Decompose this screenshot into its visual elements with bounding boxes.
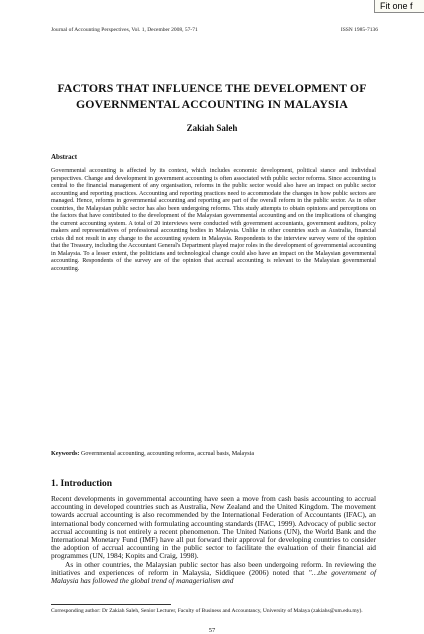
abstract-text: Governmental accounting is affected by its context, which includes economic development, political stance and individual perspectives. Change and development in government accounting is often associated with public sector reforms. Since accounting is central to the financial management of any organisation, reforms in the public sector would also have an impact on public sector accounting and reporting practices. Accounting and reporting practices need to accommodate the changes in how public sectors are managed. Hence, reforms in governmental accounting and reporting are part of the overall reform in the public sector. As in other countries, the Malaysian public sector has also been undergoing reforms. This study attempts to obtain opinions and perceptions on the factors that have contributed to the development of the Malaysian governmental accounting and on the implications of changing the current accounting system. A total of 20 interviews were conducted with government accountants, government auditors, policy makers and representatives of professional accounting bodies in Malaysia. Unlike in other countries such as Australia, financial crisis did not result in any change to the accounting system in Malaysia. Respondents to the interview survey were of the opinion that the Treasury, including the Accountant General's Department played major roles in the development of governmental accounting in Malaysia. To a lesser extent, the politicians and technological change could also have an impact on the Malaysian governmental accounting. Respondents of the survey are of the opinion that accrual accounting is relevant to the Malaysian governmental accounting. [51,168,376,272]
journal-citation: Journal of Accounting Perspectives, Vol. 1, December 2008, 57-71 [51,27,198,33]
intro-quote: "…the government of Malaysia has followed the global trend of managerialism and [51,567,376,586]
keywords-line [51,451,376,459]
issn: ISSN 1985-7136 [340,27,378,33]
introduction-body [51,495,376,585]
page-number: 57 [208,627,216,634]
keywords-list: Governmental accounting, accounting reforms, accrual basis, Malaysia [80,451,255,457]
section-heading-introduction: 1. Introduction [51,479,113,489]
keywords-label: Keywords: [51,451,80,457]
fit-one-page-button[interactable]: Fit one f [374,0,424,13]
paper-title: FACTORS THAT INFLUENCE THE DEVELOPMENT OF GOVERNMENTAL ACCOUNTING IN MALAYSIA [57,81,367,111]
intro-paragraph-2 [51,561,376,586]
abstract-heading: Abstract [51,153,78,161]
author-name: Zakiah Saleh [186,123,238,133]
running-header [51,27,378,33]
intro-paragraph-1: Recent developments in governmental accounting have seen a move from cash basis accounting to accrual accounting in developed countries such as Australia, New Zealand and the United Kingdom. The movement towards accrual accounting is also recommended by the International Federation of Accountants (IFAC), an international body concerned with formulating accounting standards (IFAC, 1999). Advocacy of public sector accrual accounting is not entirely a recent phenomenon. The United Nations (UN), the World Bank and the International Monetary Fund (IMF) have all put forward their approval for developing countries to consider the adoption of accrual accounting in the public sector to facilitate the evaluation of their financial aid programmes (UN, 1984; Kopits and Craig, 1998). [51,494,376,561]
intro-paragraph-2-text: As in other countries, the Malaysian public sector has also been undergoing reform. In reviewing the initiatives and experiences of reform in Malaysia, Siddiquee (2006) noted that [51,559,376,577]
footnote-divider [51,604,171,605]
corresponding-author-footnote: Corresponding author: Dr Zakiah Saleh, Senior Lecturer, Faculty of Business and Accountancy, University of Malaya (zakiahs@um.edu.my). [51,608,363,614]
